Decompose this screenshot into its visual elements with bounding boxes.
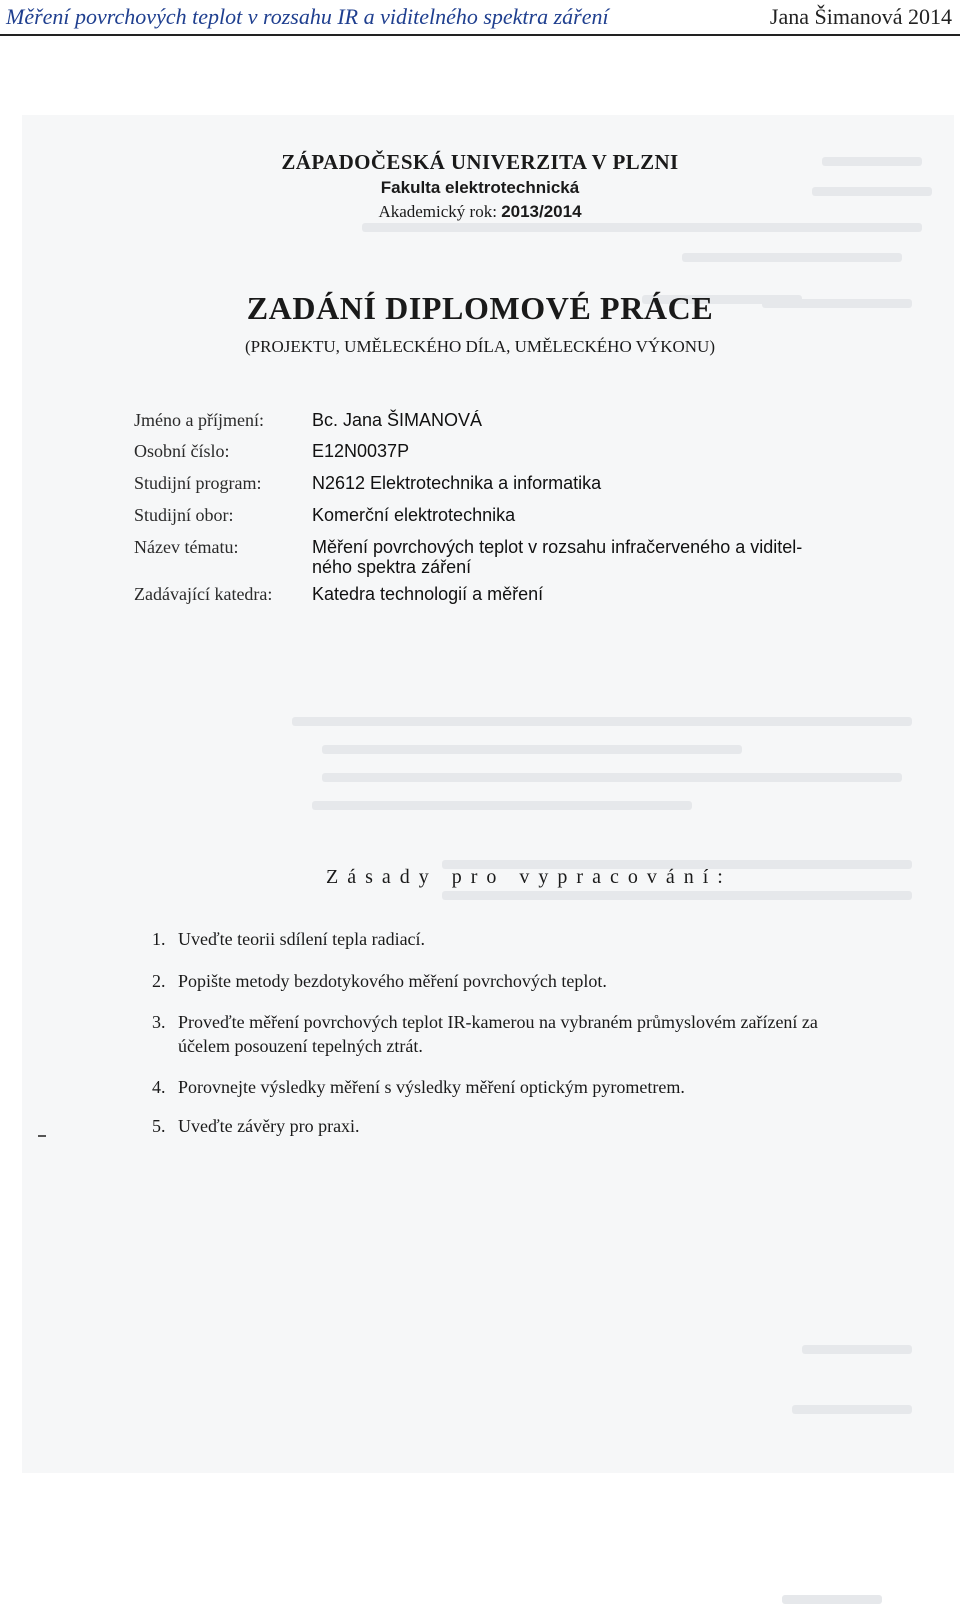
faculty-name: Fakulta elektrotechnická <box>380 178 580 197</box>
bleed-through-line <box>362 223 922 232</box>
bleed-through-line <box>442 891 912 900</box>
principle-text-continuation: účelem posouzení tepelných ztrát. <box>178 1036 423 1056</box>
principle-text: Porovnejte výsledky měření s výsledky měření optickým pyrometrem. <box>178 1077 685 1097</box>
principle-text: Uveďte závěry pro praxi. <box>178 1116 360 1136</box>
university-name: ZÁPADOČESKÁ UNIVERZITA V PLZNI <box>281 150 679 174</box>
field-value-topic: Měření povrchových teplot v rozsahu infračerveného a viditel- <box>312 537 803 557</box>
bleed-through-line <box>322 773 902 782</box>
principle-text: Proveďte měření povrchových teplot IR-kamerou na vybraném průmyslovém zařízení za <box>178 1012 818 1032</box>
principle-number: 3. <box>152 1012 166 1032</box>
field-value-personal-number: E12N0037P <box>312 441 410 461</box>
document-title: ZADÁNÍ DIPLOMOVÉ PRÁCE <box>246 290 714 326</box>
principle-item <box>152 1012 818 1056</box>
scan-mark <box>38 1135 46 1137</box>
principle-item <box>152 1077 685 1098</box>
principle-text: Uveďte teorii sdílení tepla radiací. <box>178 929 426 949</box>
header-title: Měření povrchových teplot v rozsahu IR a viditelného spektra záření <box>6 4 609 29</box>
field-value-department: Katedra technologií a měření <box>312 584 544 604</box>
bleed-through-line <box>312 801 692 810</box>
field-label-topic: Název tématu: <box>134 537 239 557</box>
field-value-topic-continuation: ného spektra záření <box>312 557 472 577</box>
document-subtitle: (PROJEKTU, UMĚLECKÉHO DÍLA, UMĚLECKÉHO VÝKONU) <box>245 337 715 356</box>
principles-heading: Zásady pro vypracování: <box>326 866 732 888</box>
field-label-name: Jméno a příjmení: <box>134 410 264 430</box>
header-author: Jana Šimanová 2014 <box>769 4 952 29</box>
principle-number: 4. <box>152 1077 166 1097</box>
academic-year <box>0 202 960 222</box>
academic-year-label: Akademický rok: <box>378 202 497 221</box>
bleed-through-line <box>792 1405 912 1414</box>
principle-item <box>152 1116 360 1137</box>
field-label-study-field: Studijní obor: <box>134 505 234 525</box>
academic-year-value: 2013/2014 <box>501 202 582 221</box>
principle-number: 1. <box>152 929 166 949</box>
bleed-through-line <box>782 1595 882 1604</box>
field-value-name: Bc. Jana ŠIMANOVÁ <box>312 410 483 430</box>
principle-item <box>152 929 425 950</box>
field-value-study-program: N2612 Elektrotechnika a informatika <box>312 473 602 493</box>
bleed-through-line <box>802 1345 912 1354</box>
field-value-study-field: Komerční elektrotechnika <box>312 505 516 525</box>
bleed-through-line <box>682 253 902 262</box>
page-header <box>0 0 960 36</box>
field-label-personal-number: Osobní číslo: <box>134 441 230 461</box>
bleed-through-line <box>322 745 742 754</box>
bleed-through-line <box>292 717 912 726</box>
principle-item <box>152 971 607 992</box>
field-label-department: Zadávající katedra: <box>134 584 273 604</box>
field-label-study-program: Studijní program: <box>134 473 262 493</box>
principle-number: 5. <box>152 1116 166 1136</box>
principle-text: Popište metody bezdotykového měření povrchových teplot. <box>178 971 607 991</box>
principle-number: 2. <box>152 971 166 991</box>
